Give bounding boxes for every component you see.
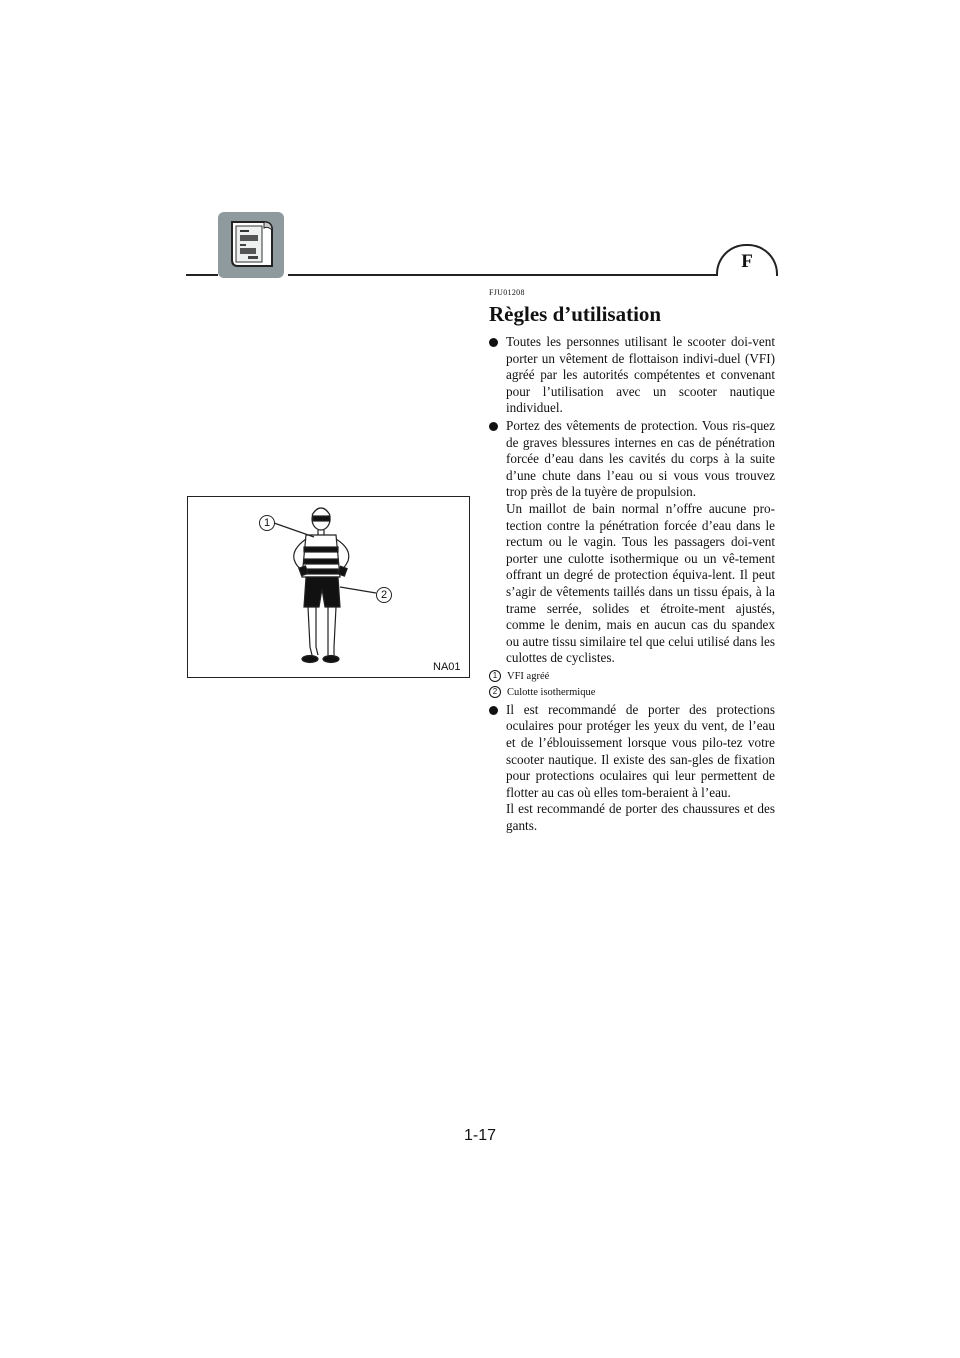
figure-code: NA01 bbox=[433, 661, 461, 673]
header-rule-right bbox=[288, 274, 776, 276]
figure-life-vest bbox=[187, 496, 470, 678]
legend-number: 2 bbox=[489, 686, 501, 698]
bullet-dot-icon bbox=[489, 338, 498, 347]
legend-text: Culotte isothermique bbox=[507, 686, 596, 698]
bullet-dot-icon bbox=[489, 422, 498, 431]
header-rule-left bbox=[186, 274, 218, 276]
bullet-paragraph: Portez des vêtements de protection. Vous ris-quez de graves blessures internes en cas de pénétration forcée d’eau dans les cavités du corps à la suite d’une chute dans l’eau ou si vous vous trouvez trop près de la tuyère de propulsion. bbox=[506, 417, 775, 500]
language-badge: F bbox=[716, 244, 778, 276]
callout-1: 1 bbox=[259, 515, 275, 531]
bullet-paragraph: Il est recommandé de porter des protections oculaires pour protéger les yeux du vent, de l’eau et de l’éblouissement lorsque vous pilo-tez votre scooter nautique. Il existe des san-gles de fixation pour protections oculaires qui leur permettent de flotter au cas où elles tom-beraient à l’eau. bbox=[506, 701, 775, 800]
figure-legend bbox=[489, 669, 775, 701]
manual-book-icon bbox=[218, 212, 284, 278]
bullet-item-1 bbox=[489, 334, 775, 417]
legend-text: VFI agréé bbox=[507, 670, 550, 682]
person-illustration bbox=[188, 497, 469, 677]
bullet-item-3 bbox=[489, 702, 775, 835]
bullet-dot-icon bbox=[489, 706, 498, 715]
legend-item-1 bbox=[489, 669, 775, 685]
legend-number: 1 bbox=[489, 670, 501, 682]
page-number: 1-17 bbox=[463, 1127, 497, 1144]
text-column bbox=[489, 288, 775, 836]
section-code: FJU01208 bbox=[489, 288, 525, 297]
bullet-paragraph: Il est recommandé de porter des chaussures et des gants. bbox=[506, 801, 775, 834]
bullet-item-2 bbox=[489, 418, 775, 667]
section-title: Règles d’utilisation bbox=[489, 302, 662, 326]
legend-item-2 bbox=[489, 685, 775, 701]
bullet-paragraph: Toutes les personnes utilisant le scooter doi-vent porter un vêtement de flottaison indivi-duel (VFI) agréé par les autorités compétentes et convenant pour l’utilisation avec un scooter nautique individuel. bbox=[506, 334, 775, 416]
bullet-paragraph: Un maillot de bain normal n’offre aucune pro-tection contre la pénétration forcée d’eau dans le rectum ou le vagin. Tous les passagers doi-vent porter une culotte isothermique ou un vê-tement offrant un degré de protection équiva-lent. Il peut s’agir de vêtements taillés dans un tissu épais, à la trame serrée, solides et étroite-ment ajustés, comme le denim, mais en aucun cas du spandex ou autre tissu similaire tel que celui utilisé dans les culottes de cyclistes. bbox=[506, 500, 775, 666]
callout-2: 2 bbox=[376, 587, 392, 603]
